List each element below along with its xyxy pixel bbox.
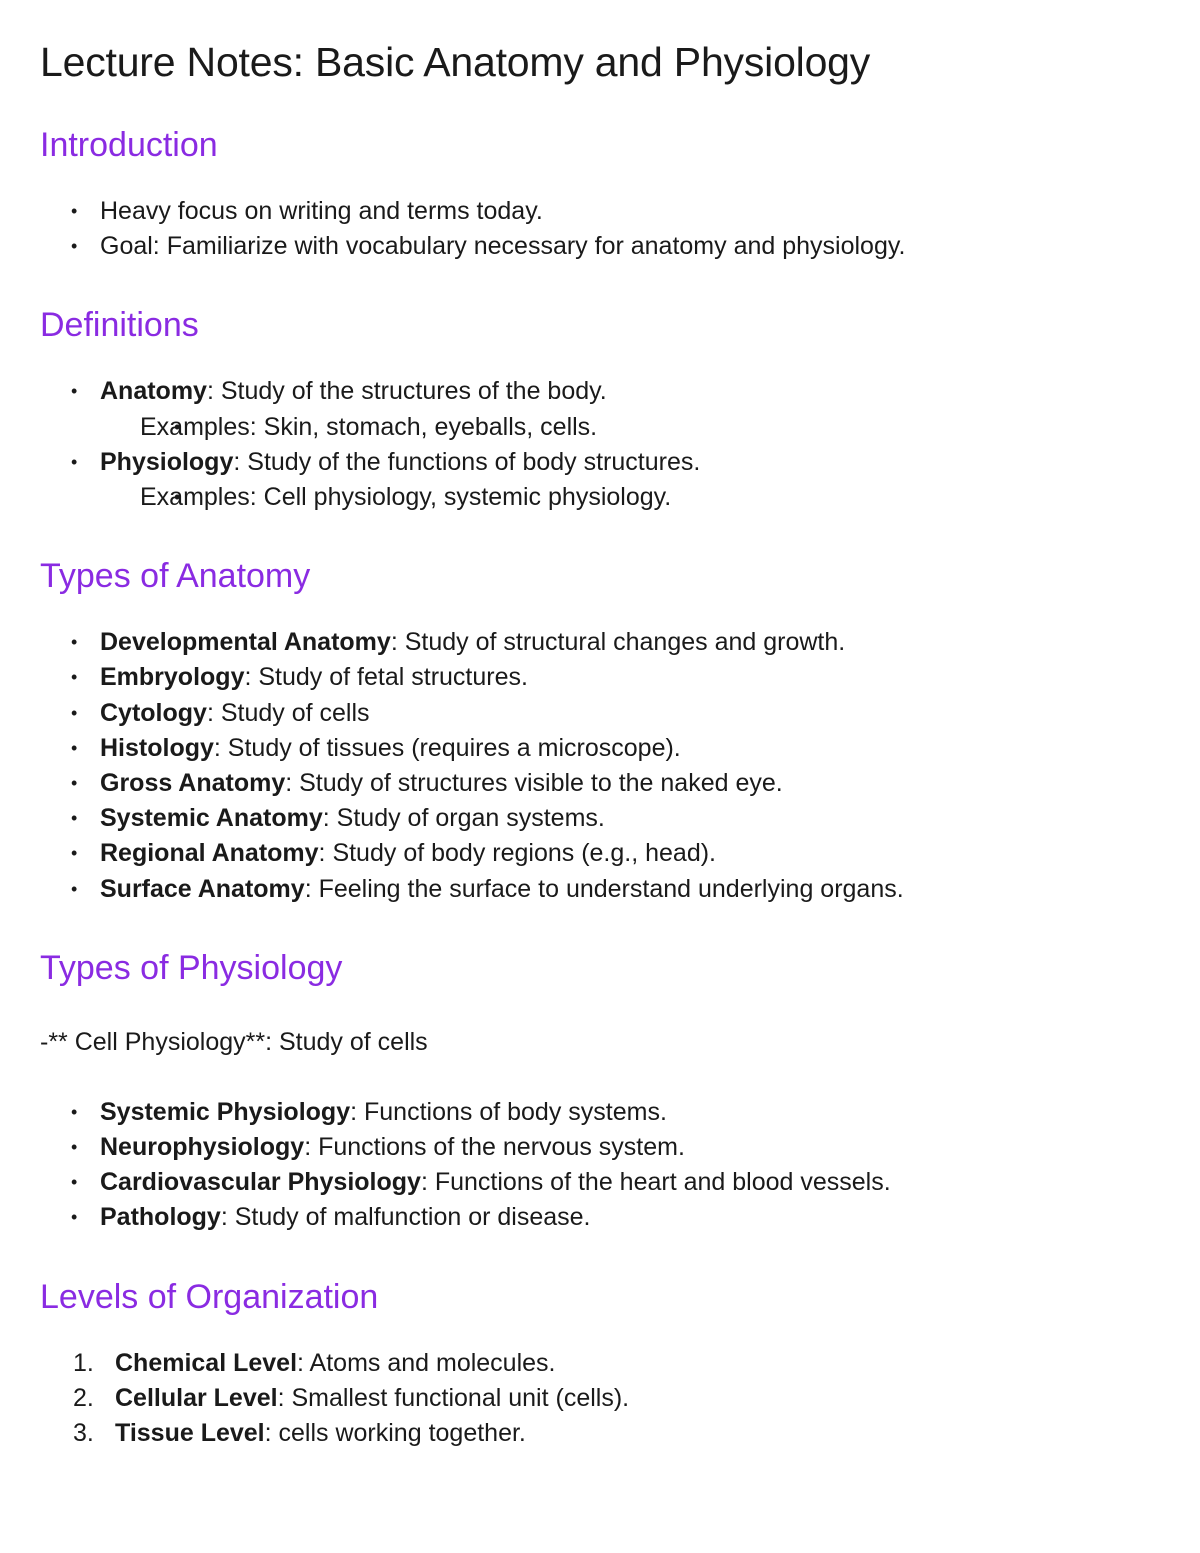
numbered-item [40,1346,1160,1381]
item-number: 3. [73,1419,94,1448]
types-of-physiology-list [40,1095,1160,1236]
definition-text: : Study of fetal structures. [244,663,528,692]
term: Physiology [100,447,234,476]
term: Systemic Anatomy [100,804,323,833]
term: Surface Anatomy [100,874,305,903]
item-number: 1. [73,1348,94,1377]
introduction-list [40,194,1160,264]
definition-text: : Study of structural changes and growth. [390,628,846,657]
list-item [40,374,1160,444]
term: Cardiovascular Physiology [100,1168,421,1197]
term: Neurophysiology [100,1133,305,1162]
sub-list-item: • Examples: Cell physiology, systemic physiology. [100,480,1160,515]
list-item [40,696,1160,731]
definition-text: : cells working together. [264,1419,526,1448]
section-heading-levels-of-organization: Levels of Organization [40,1277,379,1316]
item-number: 2. [73,1383,94,1412]
definition-text: : Functions of the heart and blood vessels. [420,1168,891,1197]
term: Cytology [100,698,207,727]
sub-list-item: • Examples: Skin, stomach, eyeballs, cells. [100,410,1160,445]
definition-text: : Study of body regions (e.g., head). [318,839,717,868]
list-item [40,801,1160,836]
section-heading-types-of-anatomy: Types of Anatomy [40,557,311,596]
definition-text: : Study of malfunction or disease. [220,1203,591,1232]
definitions-list [40,374,1160,515]
term: Regional Anatomy [100,839,319,868]
term: Embryology [100,663,245,692]
list-item [40,766,1160,801]
list-item: • Heavy focus on writing and terms today. [40,194,1160,229]
list-item [40,1130,1160,1165]
section-heading-introduction: Introduction [40,126,218,164]
list-item [40,660,1160,695]
numbered-item [40,1416,1160,1451]
definition-text: : Study of organ systems. [322,804,605,833]
levels-of-organization-list [40,1346,1160,1452]
list-item [40,872,1160,907]
term: Tissue Level [115,1419,265,1448]
section-heading-definitions: Definitions [40,306,199,345]
list-item: • Goal: Familiarize with vocabulary necessary for anatomy and physiology. [40,229,1160,264]
list-item [40,445,1160,515]
definition-text: : Study of structures visible to the naked eye. [285,769,783,798]
list-item [40,1095,1160,1130]
sub-list [100,480,1160,515]
definition-text: : Study of the functions of body structures. [233,447,701,476]
term: Systemic Physiology [100,1097,351,1126]
list-item [40,731,1160,766]
term: Pathology [100,1203,221,1232]
term: Histology [100,733,214,762]
definition-text: : Study of the structures of the body. [206,377,607,406]
definition-text: : Smallest functional unit (cells). [277,1383,630,1412]
list-item [40,625,1160,660]
sub-list [100,410,1160,445]
term: Gross Anatomy [100,769,286,798]
list-item [40,1165,1160,1200]
numbered-item [40,1381,1160,1416]
cell-physiology-line: -** Cell Physiology**: Study of cells [40,1027,428,1056]
page-title: Lecture Notes: Basic Anatomy and Physiology [40,39,871,85]
definition-text: : Study of tissues (requires a microscope). [213,733,681,762]
term: Anatomy [100,377,207,406]
definition-text: : Functions of body systems. [350,1097,667,1126]
list-item [40,1200,1160,1235]
definition-text: : Study of cells [206,698,370,727]
types-of-anatomy-list [40,625,1160,907]
term: Developmental Anatomy [100,628,391,657]
term: Chemical Level [115,1348,298,1377]
section-heading-types-of-physiology: Types of Physiology [40,948,343,987]
definition-text: : Atoms and molecules. [297,1348,556,1377]
definition-text: : Feeling the surface to understand underlying organs. [304,874,904,903]
term: Cellular Level [115,1383,278,1412]
definition-text: : Functions of the nervous system. [304,1133,685,1162]
list-item [40,836,1160,871]
